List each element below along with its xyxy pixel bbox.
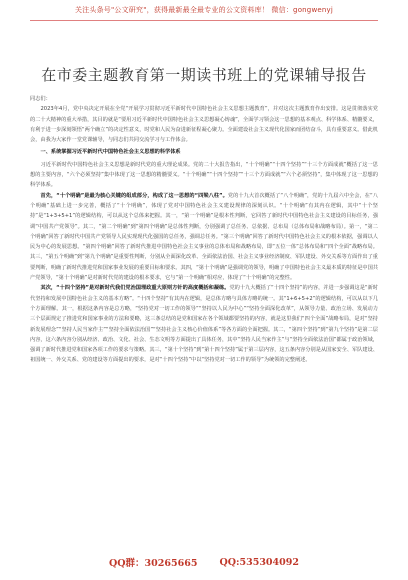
footer-contact bbox=[0, 550, 408, 574]
paragraph-3-body: 党的十九大概括了“十四个坚持”的内容，并进一步强调这是“新时代坚持和发展中国特色社会主义的基本方略”。“十四个坚持”有其内在逻辑，是总体方略与具体方略的统一。其“1+6+5+2”的逻辑结构，可以从以下几个方面理解。其一，根据这条内容是总方略，“坚持党对一切工作的领导”“坚持以人民为中心”“坚持全面深化改革”，从领导力量、政治立场、发展动力三个层面规定了推进党和国家事业的方法和要略，这三条总结的是党和国家在各个领域都要坚持的内容，就是这里我们“四个全面”战略布局，是对“坚持新发展理念”“坚持人民当家作主”“坚持全面依法治国”“坚持社会主义核心价值体系”等各方面的全面把握。其二，“第四个坚持”到“第九个坚持”是第二层内容，这六条内容分别从经济、政治、文化、社会、生态文明等方面提出了具体任务，其中“坚持人民当家作主”与“坚持全面依法治国”都属于政治领域，强调了新时代推进党和国家各项工作的要求与策略。其三，“第十个坚持”到“第十四个坚持”属于第三层内容，这五条内容分别是从国家安全、军队建设、祖国统一、外交关系、党的建设等方面提出的要求，是对“十四个坚持”中以“坚持党对一切工作的领导”为统领的完整阐述。 bbox=[30, 285, 378, 364]
paragraph-2 bbox=[30, 191, 378, 284]
intro-paragraph: 2023年4月，党中央决定开展在全党“开展学习贯彻习近平新时代中国特色社会主义思想主题教育”，并对这次主题教育作出安排。这是贯彻落实党的二十大精神的重大举措，其目的就是“要用习近平新时代中国特色社会主义思想凝心铸魂”，全面学习领会这一思想的基本观点、科学体系、精髓要义，有利于进一步深刻领悟“两个确立”的决定性意义，时党和人民为奋进新征程凝心聚力。全面建设社会主义现代化国家而团结奋斗，具有重要意义。借此机会，由我为大家作一堂党课辅导，与同志们共同交流学习与工作体会。 bbox=[30, 106, 378, 144]
document-title: 在市委主题教育第一期读书班上的党课辅导报告 bbox=[41, 66, 367, 84]
section-heading-1: 一、系统掌握习近平新时代中国特色社会主义思想的科学体系 bbox=[40, 149, 181, 156]
document-body bbox=[30, 94, 378, 538]
header-divider bbox=[30, 20, 378, 21]
header-banner: 关注头条号"公文研究"，获得最新最全最专业的公文资料库！ 微信：gongwenyj bbox=[74, 6, 334, 14]
paragraph-3 bbox=[30, 283, 378, 365]
paragraph-2-lead: 首先，“十个明确”是最为核心关键的组成部分，构成了这一思想的“四梁八柱”。 bbox=[40, 192, 228, 199]
paragraph-3-lead: 其次，“十四个坚持”是对新时代我们党治国理政重大原则方针的高度概括和凝练。 bbox=[40, 285, 230, 292]
footer-qq-group: QQ群：30265665 bbox=[109, 558, 198, 569]
salutation: 同志们： bbox=[30, 96, 51, 102]
paragraph-2-body: 党的十九大首次概括了“八个明确”，党的十九届六中全会，在“八个明确”基础上进一步完善，概括了“十个明确”，体现了党对中国特色社会主义建设规律的深刻认识。“十个明确”有其内在逻辑，其中“十个坚持”是“1+3+5+1”的逻辑结构，可以从这个总体来把握。其一，“第一个明确”是根本性判断，它回答了新时代中国特色社会主义建设的目标任务，强调“中国共产党领导”。其二，“第二个明确”到“第四个明确”是总体性判断，分别强调了总任务、总依据、总布局（总体布局和战略布局）。第一，“第二个明确”回答了新时代中国共产党领导人民实现现代化强国的总任务，强调总任务。“第三个明确”回答了新时代中国特色社会主义的根本依据，强调以人民为中心的发展思想。“第四个明确”回答了新时代推进中国特色社会主义事业的总体布局和战略布局，即“五位一体”总体布局和“四个全面”战略布局。其三，“第五个明确”到“第九个明确”是重要性判断，分别从全面深化改革、全面依法治国、社会主义事业经济制度、军队建设、外交关系等方面作出了重要判断，明确了新时代推进党和国家事业发展的重要目标和要求。其四，“第十个明确”是强调党的领导，明确了中国特色社会主义最本质的特征是中国共产党领导，“第十个明确”是对新时代党的建设的根本要求，它与“第一个明确”相对应，体现了“十个明确”的完整性。 bbox=[30, 192, 378, 282]
paragraph-1: 习近平新时代中国特色社会主义思想是新时代党的重大理论成果。党的二十大报告指出，“十个明确”“十四个坚持”“十三个方面成就”概括了这一思想的主要内容，“六个必须坚持”集中体现了这一思想的精髓要义。“十个明确”“十四个坚持”“十三个方面成就”“六个必须坚持”，集中体现了这一思想的科学体系。 bbox=[30, 161, 378, 189]
footer-qq: QQ:535304092 bbox=[219, 556, 299, 568]
